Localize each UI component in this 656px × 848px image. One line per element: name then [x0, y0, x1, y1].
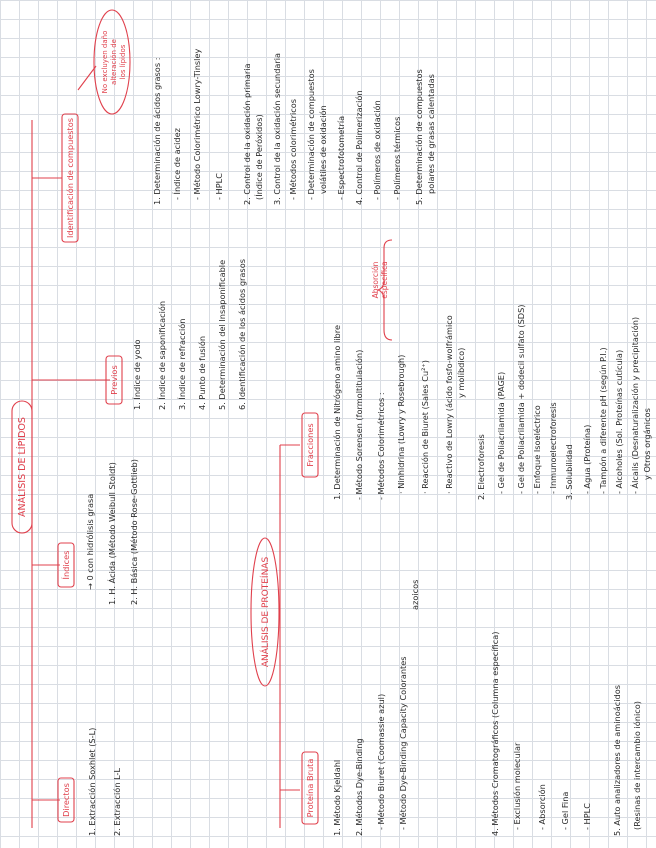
- identificacion-item: - Polímeros térmicos: [392, 116, 402, 200]
- fracciones-item: - Álcalis (Desnaturalización y precipitación): [630, 316, 640, 494]
- previos-item: 5. Determinación del Insaponificable: [217, 259, 227, 410]
- bruta-item: - Absorción: [537, 784, 547, 830]
- fracciones-item: - Tampón a diferente pH (según P.I.): [598, 347, 608, 494]
- proteina-bruta-list-continued: [490, 632, 642, 836]
- identificacion-item: (Índice de Peróxidos): [254, 114, 264, 200]
- proteina-bruta-list: [332, 580, 420, 836]
- bruta-item: 2. Métodos Dye-Binding: [354, 738, 364, 836]
- identificacion-item: 1. Determinación de ácidos grasos :: [152, 57, 162, 205]
- previos-item: 1. Índice de yodo: [132, 339, 142, 410]
- identificacion-item: - Método Colorimétrico Lowry-Tinsley: [192, 48, 202, 200]
- fracciones-item: - Gel de Poliacrilamida (PAGE): [496, 371, 506, 494]
- svg-text:Previos: Previos: [109, 365, 119, 395]
- svg-text:ANÁLISIS DE LÍPIDOS: ANÁLISIS DE LÍPIDOS: [17, 417, 28, 517]
- svg-text:No excluyen daño: No excluyen daño: [101, 30, 109, 94]
- previos-item: 4. Punto de fusión: [197, 335, 207, 410]
- proteinas-title: [251, 538, 279, 686]
- identificacion-item: 3. Control de la oxidación secundaria: [272, 52, 282, 205]
- fracciones-item: · Ninhidrina (Lowry y Rosebrough): [396, 354, 406, 494]
- fracciones-item: - Alcoholes (Sol. Proteínas cutícula): [614, 349, 624, 494]
- previos-item: 2. Índice de saponificación: [157, 300, 167, 410]
- bruta-item: - Exclusión molecular: [512, 742, 522, 830]
- fracciones-list: [332, 305, 652, 500]
- identificacion-item: - HPLC: [214, 173, 224, 200]
- previos-item: 3. Índice de refracción: [177, 318, 187, 410]
- fracciones-item: - Agua (Proteína): [582, 424, 592, 494]
- identificacion-item: 4. Control de Polimerización: [354, 90, 364, 205]
- identificacion-item: - Índice de acidez: [172, 128, 182, 200]
- branch-directos: [58, 778, 74, 822]
- fracciones-item: - Enfoque Isoeléctrico: [532, 405, 542, 494]
- bruta-item: - Gel Fina: [560, 791, 570, 830]
- branch-fracciones: [302, 413, 318, 477]
- fracciones-item: · Reacción de Biuret (Sales Cu²⁺): [420, 360, 430, 494]
- previos-list: [131, 259, 247, 410]
- fracciones-item: - Gel de Poliacrilamida + dodecil sulfato (SDS): [516, 304, 526, 494]
- lipidos-title: [12, 401, 32, 533]
- indices-list: [85, 459, 139, 605]
- fracciones-item: 1. Determinación de Nitrógeno amino libre: [332, 325, 342, 500]
- branch-indices: [58, 543, 74, 587]
- fracciones-item: - Métodos Colorimétricos :: [376, 392, 386, 500]
- bruta-item: - HPLC: [582, 803, 592, 830]
- identificacion-item: volátiles de oxidación: [318, 105, 328, 194]
- bruta-item: azoicos: [410, 579, 420, 610]
- identificacion-item: polares de grasas calentadas: [426, 74, 436, 194]
- svg-text:Identificación de compuestos: Identificación de compuestos: [65, 117, 75, 239]
- identificacion-item: - Determinación de compuestos: [306, 69, 316, 200]
- previos-item: 6. Identificación de los ácidos grasos: [237, 259, 247, 410]
- bruta-item: - Método Dye-Binding Capacity Colorantes: [398, 656, 408, 830]
- svg-text:Absorción: Absorción: [371, 261, 380, 299]
- fracciones-item: 3. Solubilidad: [564, 444, 574, 500]
- identificacion-item: - Polímeros de oxidación: [372, 100, 382, 200]
- directos-item: 2. Extracción L-L: [112, 767, 122, 836]
- svg-text:alteración de: alteración de: [110, 39, 118, 85]
- svg-text:Fracciones: Fracciones: [305, 423, 315, 467]
- svg-text:Proteína Bruta: Proteína Bruta: [305, 758, 315, 818]
- indices-item: → 0 con hidrólisis grasa: [85, 493, 95, 590]
- branch-proteina-bruta: [302, 752, 318, 824]
- fracciones-item: y Otros orgánicos: [642, 408, 652, 480]
- bruta-item: - Método Biuret (Coomassie azul): [376, 693, 386, 830]
- identificacion-item: 5. Determinación de compuestos: [414, 69, 424, 205]
- svg-text:Directos: Directos: [61, 783, 71, 817]
- cloud-note: [94, 10, 130, 114]
- indices-item: 2. H. Básica (Método Rose-Gottlieb): [129, 459, 139, 605]
- branch-identificacion: [62, 114, 78, 242]
- identificacion-item: - Espectrofotometría: [336, 115, 346, 200]
- cloud-connector-line: [78, 66, 96, 90]
- directos-item: 1. Extracción Soxhlet (S-L): [87, 727, 97, 836]
- svg-text:Índices: Índices: [61, 550, 71, 580]
- fracciones-item: - Inmunoelectroforesis: [548, 402, 558, 494]
- bruta-item: 5. Auto analizadores de aminoácidos: [612, 685, 622, 836]
- bruta-item: 4. Métodos Cromatográficos (Columna específica): [490, 631, 500, 836]
- bruta-item: (Resinas de intercambio iónico): [632, 701, 642, 830]
- branch-previos: [106, 356, 122, 404]
- identificacion-list: [152, 49, 436, 205]
- bruta-item: 1. Método Kjeldahl: [332, 759, 342, 836]
- svg-text:específica: específica: [380, 261, 389, 299]
- fracciones-item: - Método Sorensen (formoltitulación): [354, 349, 364, 500]
- identificacion-item: 2. Control de la oxidación primaria: [242, 63, 252, 205]
- svg-text:ANÁLISIS DE PROTEÍNAS: ANÁLISIS DE PROTEÍNAS: [261, 556, 271, 668]
- identificacion-item: - Métodos colorimétricos: [288, 98, 298, 200]
- directos-list: [87, 728, 122, 836]
- fracciones-item: y molíbdico): [456, 347, 466, 398]
- fracciones-item: 2. Electroforesis: [476, 434, 486, 500]
- indices-item: 1. H. Ácida (Método Weibull Stoldt): [107, 462, 117, 605]
- fracciones-item: · Reactivo de Lowry (ácido fosfo-wolfrámico: [444, 315, 454, 494]
- svg-text:los lípidos: los lípidos: [119, 44, 127, 80]
- absorcion-label: [371, 261, 389, 299]
